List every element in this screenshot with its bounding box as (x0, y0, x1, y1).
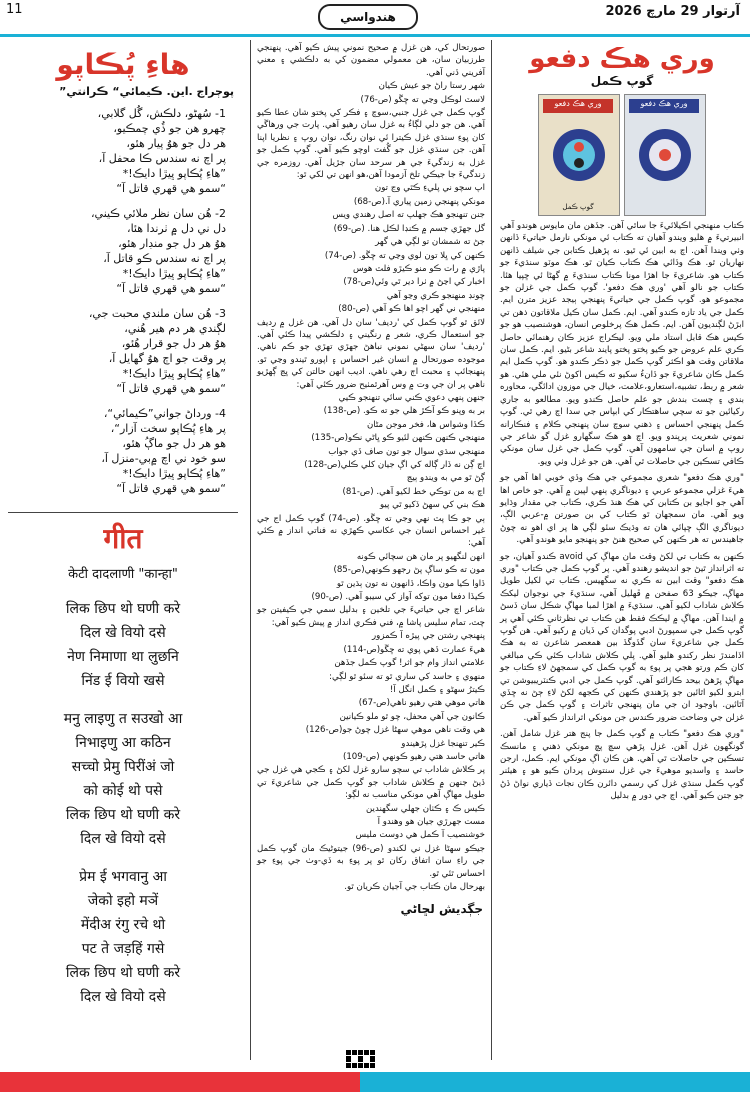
geet-line: को कोई थो पसे (83, 783, 163, 799)
book-cover-back-title: وري هڪ دفعو (543, 99, 613, 113)
poem-line: هوُ هر دل جو منڊار هئو، (118, 237, 226, 250)
poem-line: “سمو هي قهري قاتل آ“ (116, 382, 226, 395)
article-paragraph: هاتي موهي هتي رهيو ناهي(ص-67) (358, 698, 485, 709)
book-cover-back-author: گوپ ڪمل (562, 203, 594, 211)
poem-line: پر وقت جو اڄ هوُ گهايل آ، (108, 352, 226, 365)
issue-date: آرتوار 29 مارچ 2026 (605, 4, 740, 19)
review-paragraph: "وري هڪ دفعو" ڪتاب ۾ گوپ ڪمل جا پنج هتر غزل شامل آهن. گونگهون غزل آهن. غزل پڙهي سچ پچ مونکي ذهني ۽ مانسڪ تسڪين جي حاصلات ٿي آهي. هن ڪان اڳ مونکي ايم. ڪمل، ارجن حاسد ۽ واسديو موهيءَ جي غزل سنتوش پردان ڪيو هو ۽ هيئنر گوپ ڪمل سنڌي غزل کي رسمي دائرن ڪان نجات ڏياري نواڻ ڏڻ جو جتن ڪيو آهي. اچ جي دور ۾ بدليل (500, 729, 744, 802)
article-paragraph: ڪنهن کي ڀلا تون لوي وڃي ته ڇڱو. (ص-74) (324, 250, 485, 261)
poem-line: لڳندي هر دم هير هُني، (124, 322, 226, 335)
stanza-gap (0, 296, 246, 306)
article-paragraph: منهنجي ني گهر اچو اها ڪو آهي (ص-80) (338, 304, 485, 315)
article-paragraph: انهن لنگهيو پر مان هن سچائي ڪونه (356, 551, 485, 562)
article-paragraph: شهر رستا راڻ جو عيش ڪيان (378, 81, 485, 92)
article-paragraph: چونڊ منهنجو ڪري وڃو آهي (386, 290, 485, 301)
poem-title: هاءِ پُڪاپو (56, 48, 190, 81)
article-paragraph: ڪيس ڪ ۽ ڪٺان جهلي سگهندين (366, 803, 485, 814)
poem-author: پوڄراج .اين. ڪيمائي“ ڪرانتي” (59, 85, 234, 98)
article-paragraph: خوشنصيب آ ڪمل هي دوست مليس (355, 830, 485, 841)
article-paragraph: جنن تنهنجو هڪ جهلپ ته اصل رهندي ويس (332, 210, 485, 221)
book-cover-art (625, 95, 705, 215)
end-ornament-icon (346, 1050, 372, 1068)
masthead-logo: هندواسي (318, 4, 418, 30)
article-continuation (251, 40, 491, 896)
header-rule (0, 34, 750, 37)
article-paragraph: اخبار کي اڃڻ ۾ ٺرا دير ٿي وئي(ص-78) (343, 277, 485, 288)
poem-line: سو خود ني اچ ۾بي-منزل آ، (101, 452, 226, 465)
stanza-gap (0, 396, 246, 406)
page-number: 11 (6, 2, 23, 17)
poem-line: “سمو هي قهري قاتل آ“ (116, 182, 226, 195)
poem-line: 1- سُهڻو، دلڪش، گُل گلابي، (97, 107, 226, 120)
geet-title: गीत (103, 522, 143, 555)
right-column (494, 40, 750, 1060)
article-paragraph: ڪانون جي آهي محفل، چو ٿو ملو ڪيانين (339, 711, 485, 722)
article-paragraph: علامتي انداز وام جو اثر! گوپ ڪمل جڏهن (334, 658, 485, 669)
article-paragraph: ٻي جو ڪا پٽ نهي وجي ته ڇڱو. (ص-74) گوپ ڪمل اج جي غير احساس انسان جي عکاسي ڪهڙي نه فناتي انداز ۾ ڪئي آهي: (257, 513, 485, 549)
article-signature: جڳديش لڇاڻي (400, 902, 483, 917)
book-cover-front (624, 94, 706, 216)
article-paragraph: هيءَ عمارت ڏهي پوي ته ڇڱو(ص-114) (343, 644, 485, 655)
article-paragraph: اچ به من توڪي خط لکيو آهي. (ص-81) (342, 486, 485, 497)
geet-line: जेको इहो मञें (87, 893, 159, 909)
book-cover-art (539, 95, 619, 215)
geet-line: निंड ई वियो खसे (81, 673, 165, 689)
stanza-gap (0, 196, 246, 206)
book-cover-front-title: وري هڪ دفعو (629, 99, 699, 113)
middle-column (250, 40, 492, 1060)
section-divider (8, 512, 238, 513)
poem-line: هو هر دل جو ماڳُ هئو، (122, 437, 226, 450)
geet-line: लिक छिप थो घणी करे (65, 807, 181, 823)
geet-line: दिल खे वियो दसे (80, 625, 166, 641)
article-paragraph: لاسٽ لوڪل وڃي ته ڇڱو (ص-76) (360, 94, 485, 105)
geet-line: पट ते जड़हिं गसे (81, 941, 165, 957)
article-paragraph: منهنجي ڪنهن ڪنهن لئيو ڪو ڀاڻي نڪو(ص-135) (311, 433, 485, 444)
review-paragraph: "وري هڪ دفعو" شعري مجموعي جي هڪ وڏي خوبي اها آهي جو هيءَ غزلي مجموعو عربي ۽ ديوناگري ٻنهي لپين ۾ آهي. جو خاص اها آهي جو اجايو بن ڪتابن کي هڪ هنڌ ڪري، ڪتاب جي مقدار وڌايو ويو آهي. مان سمجهان ٿو ڪتاب کي بن صورتن ۾-عربي الڳ، ديوناگري الڳ ڇپائي هان ته وڌيڪ سئو لڳي ها پر اي اهو نه چوڻ جاهيندس ته هر ڪنهن کي صحيح هنڻ جو پنهنجو مايو هوندو آهي. (500, 473, 744, 546)
geet-line: लिक छिप थो घणी करे (65, 601, 181, 617)
poem-body (0, 106, 246, 506)
stanza-gap (0, 851, 246, 865)
geet-line: मेंदीअ रंगु रचे थो (80, 917, 166, 933)
article-paragraph: ڏاوا ڪيا مون واڪا، ڏانهون نه تون ٻڌين ٿو (336, 578, 485, 589)
geet-line: सच्चो प्रेमु पिरींअं जो (71, 759, 175, 775)
geet-line: मनु लाइणु त सउखो आ (63, 711, 183, 727)
poem-line: پر اچ نه سندس ڪو قاتل آ، (103, 252, 226, 265)
article-paragraph: بر به وپنو ڪو آڪڙ هلي جو ته ڪو. (ص-138) (323, 406, 485, 417)
geet-author: केटी दादलाणी "कान्हा" (68, 567, 178, 582)
stanza-gap (0, 1009, 246, 1023)
stanza-gap (0, 496, 246, 506)
poem-line: ”هاءِ پُڪاپو ڀيڙا دايڪ!* (122, 467, 226, 480)
page-header (0, 0, 750, 40)
article-paragraph: پر ڪلاش شاداب تي سچو سارو غزل لکڻ ۽ ڪجي هي غزل جي ڏيڻ جنهن ۾ ڪلاش شاداب جو گوپ ڪمل جي شاعريءَ تي طويل مهاڳ آهي مونکي مناسب نه لڳو: (257, 765, 485, 801)
article-paragraph: مست جهرڙي جيان هو وهندو آ (377, 816, 485, 827)
geet-line: निभाइणु आ कठिन (75, 735, 171, 751)
footer-bar-accent (360, 1072, 750, 1092)
article-paragraph: لائق ٿو گوپ ڪمل کي 'رديف' سان دل آهي. هن غزل ۾ رديف جو استعمال ڪري، شعر ۾ رنگيني ۽ دلڪشي پيدا ڪئي آهي. 'رديف' سان سهڻي نموني نباهڻ جهڙي تهڙي جو ڪم ناهي. موجوده صورتحال ۾ انسان غير احساس ۽ اپورو ٿيندو وڃي ٿو. پنهنجائپ ۽ محبت اڄ رهي ناهي. اديب انهن حالتن کي ڀڃ ڳهڙيو ناهي پر ان جي وت ۾ وس آهرٿمٺيح ضرور ڪئي آهي: (257, 317, 485, 390)
article-paragraph: ڪير تنهنجا غزل پڙهيندو (401, 738, 485, 749)
poem-line: هوُ هر دل جو قرار هُئو، (121, 337, 226, 350)
article-paragraph: بهرحال مان ڪتاب جي آجيان ڪريان ٿو. (344, 882, 485, 892)
poem-line: پر هاءِ پُڪاپو سخت آزار“، (110, 422, 226, 435)
page-body (0, 40, 750, 1060)
article-paragraph: هڪ بني کي سهڻ ڏکيو ٿي پيو (379, 500, 485, 511)
article-paragraph: شاعر اچ جي حياتيءَ جي تلخين ۽ بدليل سمي جي ڪيفيتن جو چٽ، تمام سليس پاشا ۾، فني فڪري انداز ۾ پيش ڪيو آهي: (257, 605, 485, 628)
article-paragraph: منهنجي سڌي سوال جو تون صاف ڏي جواب (328, 446, 485, 457)
review-title: وري هڪ دفعو (529, 44, 715, 74)
geet-line: प्रेम ई भगवानु आ (79, 869, 167, 885)
geet-line: नेण निमाणा था लुछनि (67, 649, 179, 665)
poem-line: 3- هُن سان ملندي محبت جي، (88, 307, 226, 320)
review-paragraph: ڪنهن به ڪتاب تي لکڻ وقت مان مهاڳ کي avoid ڪندو آهيان، جو ته اثرانداز ٿيڻ جو انديشو رهندو آهي. پر گوپ ڪمل جي ڪتاب "وري هڪ دفعو" وقت ابين نه ڪري نه سگهيس. ڪتاب تي لکيل طويل مهاڳ، جيڪو 63 صفحن ۾ ڦهليل آهي، سنڌيءَ جي نوجوان ليکڪ ڪلاش شاداب لکيو آهي. سنڌيءَ ۾ اهڙا لمبا مهاڳ شڪل سان ڏسڻ ۾ ايندا آهن. مهاڳ ۾ ليڪڪ فقط هن ڪتاب تي نظرثاني ڪئي آهي پر گوپ ڪمل جي سمپورڻ ادبي پوگدان کي ڏيان ۾ رکيو آهي. هن گوپ ڪمل جي شاعريءَ سان گڏوگڏ بين همعصر شاعرن ته به هڪ اڏامندڙ نظر رکندو هليو آهي. پلي ڪلاش شاداب ڪئي ڪي مبالغي کان ڪم ورتو هجي پر پوءِ به گوپ ڪمل کي سمجهڻ لاءِ ڪتاب جو مهاڳ پڙهڻ بيحد ڪارائتو آهي. گوپ ڪمل جي ادبي ڪنٽريبيوشن تي ابترو لکيو اٿائين جو پڙهندي ڪنهن کي ڪجهه لکڻ لاءِ ڄڻ نه ڇڏي آٿائين. باوجود ان جي مان پنهنجي تاثرات ۽ گوپ ڪمل جي ڪن غزلن جي وضاحت ضرور ڪندس جن مونکي اثرانداز ڪيو آهي. (500, 551, 744, 723)
geet-line: लिक छिप थो घणी करे (65, 965, 181, 981)
article-paragraph: گوپ ڪمل جي غزل جنبي،سوچ ۽ فڪر کي پختو شان عطا ڪيو آهي. هن جو دلي لڳاءُ به غزل سان رهيو آهي. پارت جي ورهاڱي کان پوءِ سنڌي غزل ڪيترا ئي نوان رنگ، نوان روپ ۽ نظريا اپنا آهن. جن سنڌي غزل جو گُفٽ اوچو ڪيو آهي. گوپ ڪمل جو غزل به زندگيءَ جي هر سرحد سان جڙيل آهي. روزمره جي زندگيءَ جا جيڪي تلخ آزمودا آهن،هو انهن تي لکي ٿو: (257, 108, 485, 181)
article-paragraph: پاڙي ۾ رات ڪو منو ڪيڙو فلٽ هوس (352, 263, 485, 274)
poem-line: ”هاءِ پُڪاپو ڀيڙا دايڪ!* (122, 267, 226, 280)
poem-line: ”هاءِ پُڪاپو ڀيڙا دايڪ!* (122, 167, 226, 180)
poem-line: ”هاءِ پُڪاپو ڀيڙا دايڪ!* (122, 367, 226, 380)
poem-line: دل ني دل ۾ ٺرندا هئا، (127, 222, 226, 235)
article-paragraph: صورتحال کي، هن غزل ۾ صحيح نموني پيش ڪيو آهي. پنهنجي طرزبيان سان، هن معمولي مضمون کي به دلڪشي ۽ معني آفريني ڏني آهي. (257, 43, 485, 78)
poem-line: 4- ورداڻ جواني”ڪيمائي“، (103, 407, 226, 420)
poem-line: پر اچ نه سندس ڪا محفل آ، (98, 152, 226, 165)
stanza-gap (0, 693, 246, 707)
poem-line: 2- هُن سان نظر ملائي ڪيني، (90, 207, 226, 220)
book-cover-back (538, 94, 620, 216)
article-paragraph: جڻ ته شمشان تو لڳي هي گهر (375, 237, 485, 248)
poem-line: “سمو هي قهري قاتل آ“ (116, 482, 226, 495)
article-paragraph: مونکي پنهنجي زمين پياري آ.(ص-68) (353, 196, 485, 207)
geet-line: दिल खे वियो दसे (80, 831, 166, 847)
book-covers (494, 92, 750, 220)
article-paragraph: اپ سچو ني پليءِ ڪٿي وڃ تون (374, 183, 485, 194)
article-paragraph: جيڪو سهڻا غزل ني لکندو (ص-96) جيتوڻيڪ مان گوپ ڪمل جي راءِ سان اتفاق رکان ٿو پر پوءِ به ڏي-وٺ جي پوءِ جو احساس ٿئي ٿو. (257, 843, 485, 879)
article-paragraph: منهوي ۽ حاسد کي ساري ٿو ته سئو ٿو لڳي: (329, 671, 485, 682)
review-paragraph: ڪتاب منهنجي اڪيلائيءَ جا ساٿي آهن. جڏهن مان مايوس هوندو آهي انبيرتيءَ ۾ هليو ويندو آهيان ته ڪتاب ئي مونکي نارمل حياتيءَ ڏانهن وٺي ويندا آهن. اچ به ابين ئي ٿيو. نه پڙهيل ڪتابن جي شيلف ڏانهن نهاريان ٿو. هڪ وڏائي هڪ ڪتاب ڪيان ٿو. هڪ موٽو سنڌيءَ جو ڪتاب هو. شاعريءَ جا اهڙا مونا ڪتاب سنڌيءَ ۾ گهڻا ئي ڇپيا هئا. ڪتاب جو نالو آهي 'وري هڪ دفعو'. گوپ ڪمل جي غزلن جو مجموعو هو. گوپ ڪمل جي حياتيءَ پنهنجي ٻيجد عزيز مترن ايم. ڪمل جي ياد تازه ڪندو آهي. ايم. ڪمل سان ڪيل ملاقاتون ذهن تي ابڙڻ لڳنديون آهن. ايم. ڪمل هڪ پرخلوص انسان، هوشنصيب هو جو ڪيس هڪ قابل استاد ملي ويو. ليڪراج عزيز ڪان رهنمائي حاصل ڪري علم عروض جو ڪيو پختو پختو پايند شاعر بڻيو. ايم. ڪمل سان ملاقاتن وقت هو اڪثر گوپ ڪمل جو ذڪر ڪندو هو. گوپ ڪمل ايم ڪمل ڪان شاعريءَ جو ڏانءُ سکيو ته ڪيس اکوڻ نئي ملي هئي. هو شعر ۾ ربط، تشبيه،استعارو،علامت، خيال جي موزون ادائگي، محاوره بندي ۽ چست بندش جو علم حاصل ڪندو ويو. مطالعو به جاري رکيائين جو ته سچي ساهتڪار کي ابپاس جي سدا اچ رهي ٿي. گوپ ڪمل پنهنجي احساس ۽ ذهني سوچ سان پنهنجي ڪلام ۽ فنڪارانه نموني شعريت پرپندو ويو. اچ هو هڪ سگهارو غزل گو شاعر جي روپ ۾ اسان جي سامهون آهي. گوپ ڪمل جي غزل سان مونکي ڪافي تسڪين جي حاصلات ٿي آهي. هن جو غزل وٺي ويو. (500, 221, 744, 467)
article-paragraph: ڪڏا وشواس ها، فخر موجن مڻان (366, 419, 485, 430)
article-paragraph: هي وقت ناهي موهي سهڻا غزل چوڻ جو(ص-126) (305, 725, 485, 736)
geet-line: दिल खे वियो दसे (80, 989, 166, 1005)
article-paragraph: ڳڻ ٿو مي به ويندو ٻيڃ (406, 473, 485, 484)
article-paragraph: جنهن پنهي دعوي ڪني سائي تنهنجو ڪيي (338, 392, 485, 403)
poem-line: “سمو هي قهري قاتل آ“ (116, 282, 226, 295)
geet-body (0, 597, 246, 1023)
article-paragraph: ڪيڏا دفعا مون توکه آواز کي سيبو آهي. (ص-90) (311, 592, 485, 603)
review-body (494, 220, 750, 803)
article-paragraph: پنهنجي رشتن جي پيڙه آ ڪمزور (372, 631, 485, 642)
poem-line: چهرو هن جو ڏُي چمڪيو، (113, 122, 226, 135)
poem-line: هر دل جو هوُ پيار هئو، (126, 137, 226, 150)
left-column (0, 40, 246, 1060)
article-paragraph: گل جهڙي جسم ۾ ڪنڊا لڪل هنا. (ص-69) (333, 223, 485, 234)
article-paragraph: مون ته ڪو ساڳ پڻ رجهو ڪونهي(ص-85) (333, 565, 485, 576)
article-paragraph: ڪيترُ سهڻو ۽ ڪمل انگل آ! (389, 684, 485, 695)
article-paragraph: اچ ڳن نه ڏار ڳاله کي اڳ جيان کلي ڪلي(ص-128) (304, 460, 485, 470)
article-paragraph: هاتي حاسد هتي رهيو ڪونهي (ص-109) (342, 751, 485, 762)
review-author: گوپ ڪمل (590, 74, 654, 88)
